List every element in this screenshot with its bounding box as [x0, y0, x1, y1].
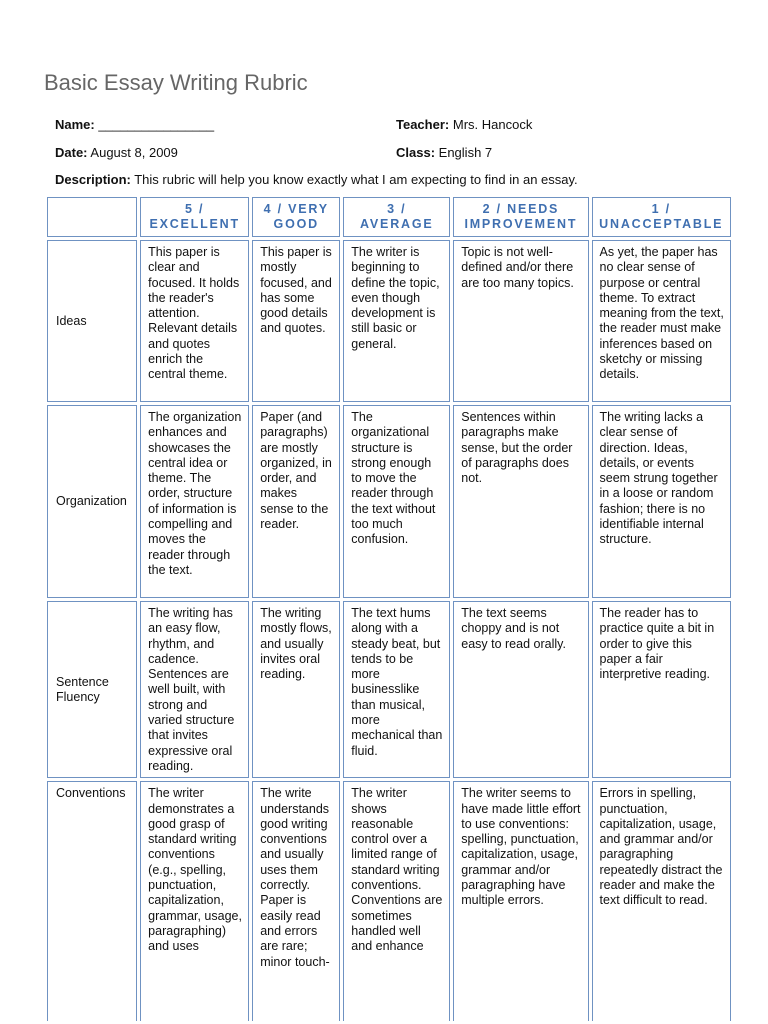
name-field: [55, 117, 214, 132]
page-title: Basic Essay Writing Rubric: [44, 70, 308, 95]
rubric-cell: The organizational structure is strong enough to move the reader through the text without too much confusion.: [343, 405, 450, 598]
name-label: Name:: [55, 117, 95, 132]
class-label: Class:: [396, 145, 436, 160]
teacher-field: [396, 117, 532, 132]
rubric-cell: This paper is clear and focused. It holds the reader's attention. Relevant details and quotes enrich the central theme.: [140, 240, 249, 402]
level-header-1: 1 / UNACCEPTABLE: [592, 197, 731, 237]
description-label: Description:: [55, 172, 131, 187]
date-field: [55, 145, 178, 160]
rubric-cell: Topic is not well-defined and/or there are too many topics.: [453, 240, 588, 402]
rubric-cell: The reader has to practice quite a bit in order to give this paper a fair interpretive reading.: [592, 601, 731, 778]
table-row: [47, 405, 731, 598]
level-header-3: 3 / AVERAGE: [343, 197, 450, 237]
criterion-ideas: Ideas: [47, 240, 137, 402]
rubric-cell: The write understands good writing conventions and usually uses them correctly. Paper is easily read and errors are rare; minor touch-: [252, 781, 340, 1021]
teacher-value: Mrs. Hancock: [452, 117, 533, 132]
description-field: [55, 172, 578, 187]
rubric-cell: Sentences within paragraphs make sense, but the order of paragraphs does not.: [453, 405, 588, 598]
header-corner-cell: [47, 197, 137, 237]
class-field: [396, 145, 492, 160]
rubric-table: [44, 194, 734, 1024]
teacher-label: Teacher:: [396, 117, 450, 132]
rubric-cell: This paper is mostly focused, and has some good details and quotes.: [252, 240, 340, 402]
date-value: August 8, 2009: [90, 145, 178, 160]
table-row: [47, 240, 731, 402]
header-row: [47, 197, 731, 237]
criterion-organization: Organization: [47, 405, 137, 598]
rubric-cell: The writing lacks a clear sense of direction. Ideas, details, or events seem strung together in a loose or random fashion; there is no identifiable internal structure.: [592, 405, 731, 598]
date-label: Date:: [55, 145, 88, 160]
rubric-cell: The writer is beginning to define the topic, even though development is still basic or general.: [343, 240, 450, 402]
rubric-cell: The writing mostly flows, and usually invites oral reading.: [252, 601, 340, 778]
rubric-cell: The organization enhances and showcases the central idea or theme. The order, structure of information is compelling and moves the reader through the text.: [140, 405, 249, 598]
rubric-cell: The writer demonstrates a good grasp of standard writing conventions (e.g., spelling, punctuation, capitalization, grammar, usage, paragraphing) and uses: [140, 781, 249, 1021]
level-header-4: 4 / VERY GOOD: [252, 197, 340, 237]
rubric-cell: The writing has an easy flow, rhythm, and cadence. Sentences are well built, with strong and varied structure that invites expressive oral reading.: [140, 601, 249, 778]
criterion-conventions: Conventions: [47, 781, 137, 1021]
rubric-cell: The text seems choppy and is not easy to read orally.: [453, 601, 588, 778]
rubric-cell: The writer shows reasonable control over a limited range of standard writing conventions. Conventions are sometimes handled well and enhance: [343, 781, 450, 1021]
level-header-5: 5 / EXCELLENT: [140, 197, 249, 237]
table-row: [47, 601, 731, 778]
table-row: [47, 781, 731, 1021]
name-value: ________________: [98, 117, 215, 132]
rubric-cell: Paper (and paragraphs) are mostly organized, in order, and makes sense to the reader.: [252, 405, 340, 598]
level-header-2: 2 / NEEDS IMPROVEMENT: [453, 197, 588, 237]
criterion-sentence-fluency: Sentence Fluency: [47, 601, 137, 778]
rubric-cell: As yet, the paper has no clear sense of purpose or central theme. To extract meaning from the text, the reader must make inferences based on sketchy or missing details.: [592, 240, 731, 402]
description-value: This rubric will help you know exactly what I am expecting to find in an essay.: [134, 172, 578, 187]
rubric-cell: Errors in spelling, punctuation, capitalization, usage, and grammar and/or paragraphing repeatedly distract the reader and make the text difficult to read.: [592, 781, 731, 1021]
rubric-cell: The writer seems to have made little effort to use conventions: spelling, punctuation, capitalization, usage, grammar and/or paragraphing have multiple errors.: [453, 781, 588, 1021]
rubric-cell: The text hums along with a steady beat, but tends to be more businesslike than musical, more mechanical than fluid.: [343, 601, 450, 778]
class-value: English 7: [438, 145, 493, 160]
